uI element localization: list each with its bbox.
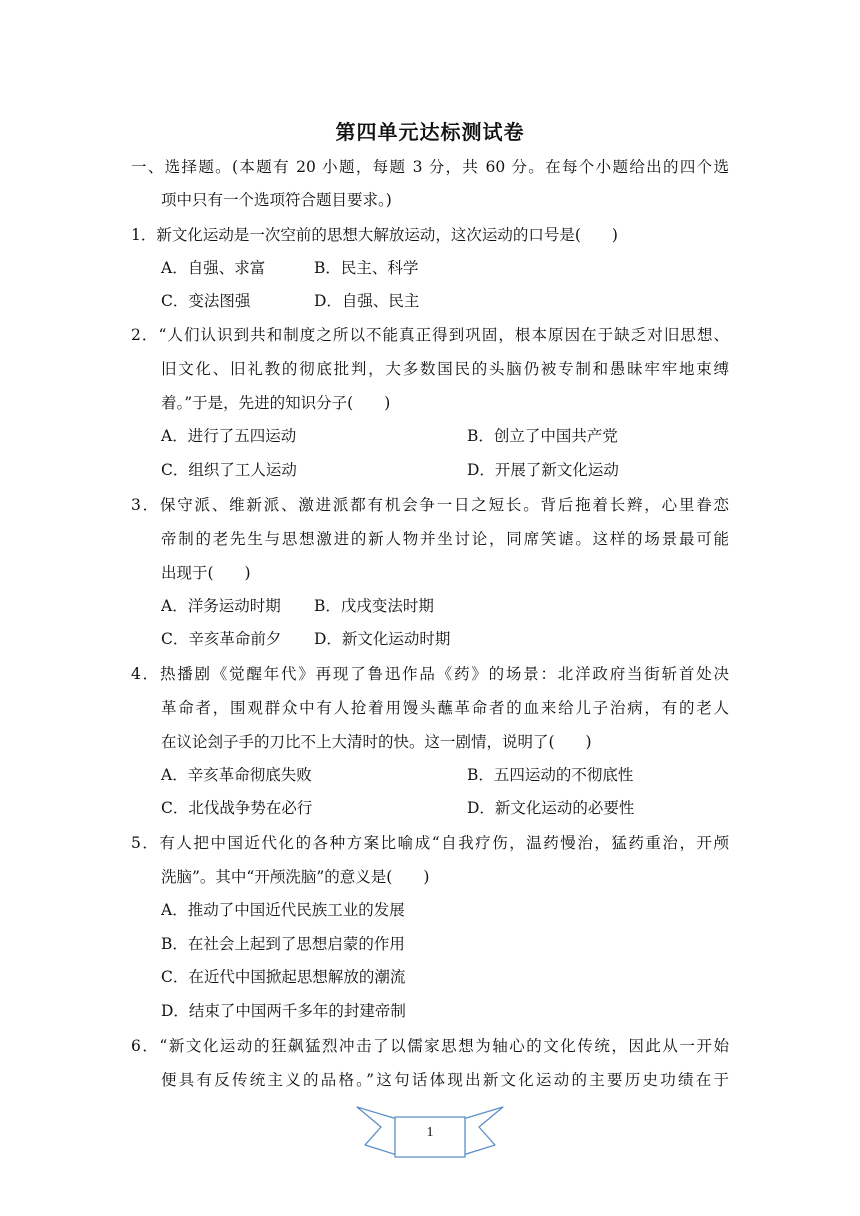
question-1-option-c: C．变法图强 [161,292,251,310]
page-number: 1 [426,1125,434,1140]
section-instruction-line-2: 项中只有一个选项符合题目要求。) [161,191,392,209]
question-2-stem-line-1: 2．“人们认识到共和制度之所以不能真正得到巩固，根本原因在于缺乏对旧思想、 [131,326,729,344]
page-number-ribbon [355,1105,505,1163]
question-4-option-c: C．北伐战争势在必行 [161,799,313,817]
question-1-option-a: A．自强、求富 [161,259,266,277]
question-2-option-a: A．进行了五四运动 [161,427,297,445]
question-5-stem-line-2: 洗脑”。其中“开颅洗脑”的意义是( ) [161,868,430,886]
question-4-option-d: D．新文化运动的必要性 [467,799,635,817]
question-2-stem-line-3: 着。”于是，先进的知识分子( ) [161,394,391,412]
question-1-stem: 1．新文化运动是一次空前的思想大解放运动，这次运动的口号是( ) [131,226,618,244]
question-5-option-a: A．推动了中国近代民族工业的发展 [161,901,405,919]
question-6-stem-line-1: 6．“新文化运动的狂飙猛烈冲击了以儒家思想为轴心的文化传统，因此从一开始 [131,1037,729,1055]
question-5-option-c: C．在近代中国掀起思想解放的潮流 [161,968,406,986]
question-5-option-b: B．在社会上起到了思想启蒙的作用 [161,935,405,953]
question-2-option-c: C．组织了工人运动 [161,461,297,479]
question-3-option-b: B．戊戌变法时期 [314,597,434,615]
question-5-option-d: D．结束了中国两千多年的封建帝制 [161,1002,406,1020]
question-4-stem-line-3: 在议论刽子手的刀比不上大清时的快。这一剧情，说明了( ) [161,733,592,751]
question-5-stem-line-1: 5．有人把中国近代化的各种方案比喻成“自我疗伤，温药慢治，猛药重治，开颅 [131,834,729,852]
question-4-option-a: A．辛亥革命彻底失败 [161,766,312,784]
question-2-option-d: D．开展了新文化运动 [467,461,619,479]
question-1-option-d: D．自强、民主 [314,292,420,310]
question-2-option-b: B．创立了中国共产党 [467,427,618,445]
section-instruction-line-1: 一、选择题。(本题有 20 小题，每题 3 分，共 60 分。在每个小题给出的四个选 [131,158,729,176]
question-3-stem-line-1: 3．保守派、维新派、激进派都有机会争一日之短长。背后拖着长辫，心里眷恋 [131,496,729,514]
question-4-option-b: B．五四运动的不彻底性 [467,766,634,784]
question-3-stem-line-3: 出现于( ) [161,564,251,582]
question-3-option-d: D．新文化运动时期 [314,630,451,648]
page-title: 第四单元达标测试卷 [335,120,525,144]
question-4-stem-line-1: 4．热播剧《觉醒年代》再现了鲁迅作品《药》的场景：北洋政府当街斩首处决 [131,665,729,683]
question-3-option-c: C．辛亥革命前夕 [161,630,282,648]
question-2-stem-line-2: 旧文化、旧礼教的彻底批判，大多数国民的头脑仍被专制和愚昧牢牢地束缚 [161,360,729,378]
question-6-stem-line-2: 便具有反传统主义的品格。”这句话体现出新文化运动的主要历史功绩在于 [161,1071,729,1089]
question-1-option-b: B．民主、科学 [314,259,419,277]
question-3-stem-line-2: 帝制的老先生与思想激进的新人物并坐讨论，同席笑谑。这样的场景最可能 [161,530,729,548]
question-4-stem-line-2: 革命者，围观群众中有人抢着用馒头蘸革命者的血来给儿子治病，有的老人 [161,699,729,717]
question-3-option-a: A．洋务运动时期 [161,597,281,615]
